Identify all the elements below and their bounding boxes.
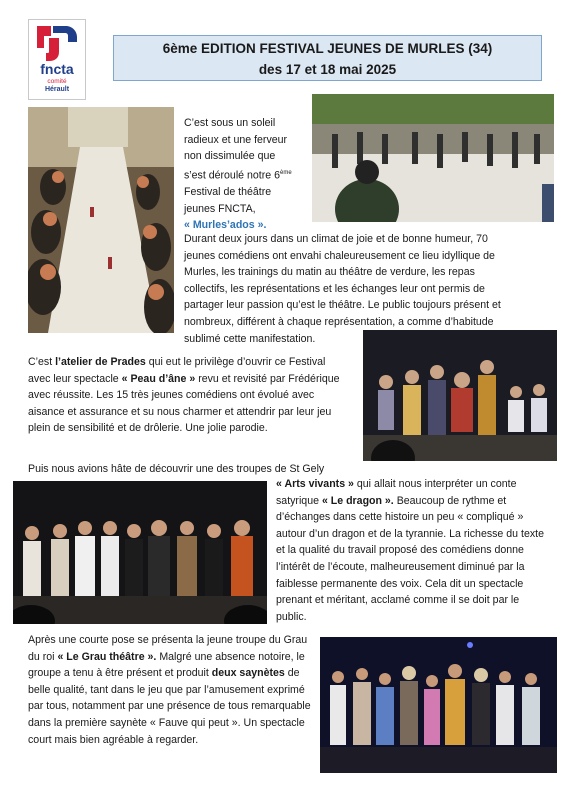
intro-line: s’est déroulé notre 6ème [184, 169, 292, 182]
troupe-le-grau-theatre: « Le Grau théâtre ». [57, 650, 157, 663]
body-line: nombreux, différent à chaque représentation, a comme d’habitude [184, 315, 494, 328]
section4-paragraph: Après une courte pose se présenta la jeune troupe du Grau du roi « Le Grau théâtre ». Malgré une absence notoire, le groupe a tenu à être présent et produit deux saynètes de belle qualité, tant dans le jeu que par l’amusement exprimé par tous, notamment par une présence de tous remarquable dans la première saynète « Fauve qui peut ». Un spectacle court mais bien agréable à regarder. [28, 634, 311, 746]
page-title: 6ème EDITION FESTIVAL JEUNES DE MURLES (34) [162, 41, 493, 56]
intro-line: radieux et une ferveur [184, 133, 288, 146]
body-line: Durant deux jours dans un climat de joie et de bonne humeur, 70 [184, 233, 488, 245]
photo-le-dragon-curtain-call [13, 481, 267, 624]
photo-dinner-table [28, 107, 174, 333]
body-line: Murles, les trainings du matin au théâtre de verdure, les repas [184, 266, 475, 279]
logo-brand: fncta [40, 61, 74, 77]
intro-line: jeunes FNCTA, [184, 202, 256, 215]
intro-line: non dissimulée que [184, 150, 276, 163]
photo-le-grau-theatre [320, 637, 557, 773]
section1-intro [184, 115, 314, 234]
logo-line1: comité [47, 78, 67, 85]
body-line: collectifs, les représentations et les échanges leur ont permis de [184, 282, 485, 295]
intro-line: C’est sous un soleil [184, 117, 276, 129]
body-line: sublimé cette manifestation. [184, 332, 316, 345]
page-dates: des 17 et 18 mai 2025 [258, 62, 397, 77]
section3-paragraph: « Arts vivants » qui allait nous interpréter un conte satyrique « Le dragon ». Beaucoup de rythme et d’échanges dans cette histoire un peu « compliqué » autour d’un dragon et de la tyrannie. La richesse du texte et la qualité du travail proposé des comédiens donne l’intérêt de l’écoute, malheureusement diminué par la faiblesse permanente des voix. Cela dit un spectacle prenant et méritant, acclamé comme il se doit par le public. [276, 478, 544, 623]
photo-peau-dane-stage [363, 330, 557, 461]
show-peau-dane: « Peau d’âne » [121, 372, 196, 385]
body-line: jeunes comédiens ont envahi chaleureusement ce lieu idyllique de [184, 249, 495, 262]
fncta-logo [28, 19, 86, 100]
section2-paragraph: C’est l’atelier de Prades qui eut le privilège d’ouvrir ce Festival avec leur spectacle « Peau d’âne » revu et revisité par Frédérique avec réussite. Les 15 très jeunes comédiens ont évolué avec aisance et assurance et su nous charmer et attendrir par leur jeu plein de sensibilité et de drôlerie. Une jolie parodie. [28, 356, 340, 435]
section3-lead: Puis nous avions hâte de découvrir une des troupes de St Gely [28, 463, 325, 475]
ordinal-sup: ème [280, 169, 292, 176]
deux-saynetes: deux saynètes [211, 667, 285, 680]
page-header [113, 35, 542, 81]
troupe-arts-vivants: « Arts vivants » [276, 478, 354, 490]
body-line: partager leur passion qu’est le théâtre. Le public toujours présent et [184, 299, 501, 312]
show-le-dragon: « Le dragon ». [321, 494, 394, 507]
festival-name: « Murles’ados ». [184, 219, 267, 232]
troupe-prades: l’atelier de Prades [55, 356, 146, 368]
fncta-emblem-icon [37, 26, 77, 61]
logo-line2: Hérault [44, 86, 70, 93]
photo-outdoor-training [312, 94, 554, 222]
intro-line: Festival de théâtre [184, 185, 272, 198]
